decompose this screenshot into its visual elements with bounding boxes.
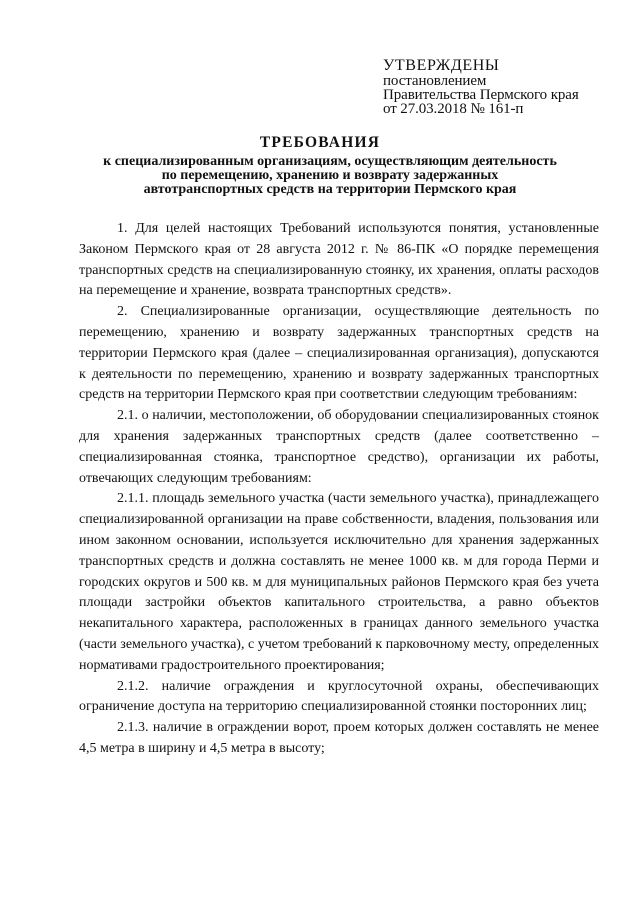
approval-heading: УТВЕРЖДЕНЫ [383,57,500,74]
paragraph-2-1: 2.1. о наличии, местоположении, об оборудовании специализированных стоянок для хранения задержанных транспортных средств (далее соответственно – специализированная стоянка, транспортное средство), организации их работы, отвечающих следующим требованиям: [79,408,599,486]
document-subtitle [60,155,600,197]
approval-line-government: Правительства Пермского края [383,87,579,103]
approval-line-decree: постановлением [383,73,487,89]
paragraph-2-1-3: 2.1.3. наличие в ограждении ворот, проем которых должен составлять не менее 4,5 метра в ширину и 4,5 метра в высоту; [79,720,599,756]
document-body [79,219,599,760]
subtitle-line-3: автотранспортных средств на территории Пермского края [143,182,517,197]
subtitle-line-2: по перемещению, хранению и возврату задержанных [161,168,499,183]
paragraph-1: 1. Для целей настоящих Требований используются понятия, установленные Законом Пермского края от 28 августа 2012 г. № 86-ПК «О порядке перемещения транспортных средств на специализированную стоянку, их хранения, оплаты расходов на перемещение и хранение, возврата транспортных средств». [79,221,599,299]
document-title: ТРЕБОВАНИЯ [259,134,381,151]
approval-stamp [383,58,579,116]
approval-line-date: от 27.03.2018 № 161-п [383,101,524,117]
subtitle-line-1: к специализированным организациям, осуществляющим деятельность [103,154,557,169]
paragraph-2-1-1: 2.1.1. площадь земельного участка (части земельного участка), принадлежащего специализированной организации на праве собственности, владения, пользования или ином законном основании, используется исключительно для хранения задержанных транспортных средств и должна составлять не менее 1000 кв. м для города Перми и городских округов и 500 кв. м для муниципальных районов Пермского края без учета площади застройки объектов капитального строительства, а равно объектов некапитального характера, расположенных в границах данного земельного участка (части земельного участка), с учетом требований к парковочному месту, определенных нормативами градостроительного проектирования; [79,491,599,673]
paragraph-2-1-2: 2.1.2. наличие ограждения и круглосуточной охраны, обеспечивающих ограничение доступа на территорию специализированной стоянки посторонних лиц; [79,678,599,715]
paragraph-2: 2. Специализированные организации, осуществляющие деятельность по перемещению, хранению и возврату задержанных транспортных средств на территории Пермского края (далее – специализированная организация), допускаются к деятельности по перемещению, хранению и возврату задержанных транспортных средств на территории Пермского края при соответствии следующим требованиям: [79,304,599,403]
